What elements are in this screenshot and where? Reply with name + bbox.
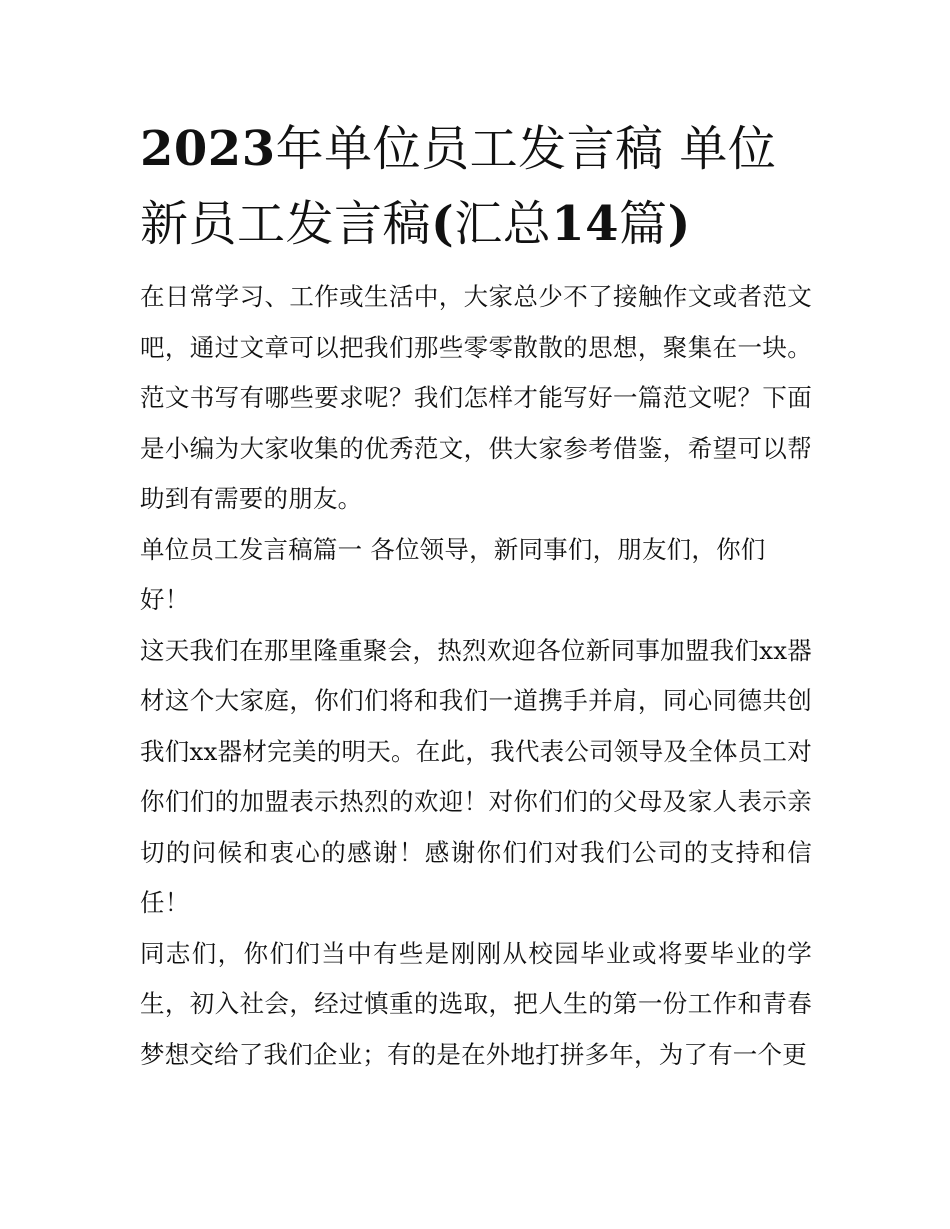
title-line1-text: 年单位员工发言稿 单位	[275, 121, 777, 177]
paragraph-greeting: 单位员工发言稿篇一 各位领导，新同事们，朋友们，你们	[140, 534, 766, 564]
title-count: 14	[551, 196, 620, 252]
paragraph-greeting-end: 好！	[140, 585, 190, 614]
title-summary-text: 汇总	[454, 196, 552, 252]
paragraph-comrades: 同志们，你们们当中有些是刚刚从校园毕业或将要毕业的学生，初入社会，经过慎重的选取，把人生的第一份工作和青春梦想交给了我们企业；有的是在外地打拼多年，为了有一个更	[140, 938, 812, 1069]
title-paren-close: )	[667, 196, 691, 252]
document-title	[140, 112, 812, 262]
paragraph-intro: 在日常学习、工作或生活中，大家总少不了接触作文或者范文吧，通过文章可以把我们那些零零散散的思想，聚集在一块。范文书写有哪些要求呢？我们怎样才能写好一篇范文呢？下面是小编为大家收集的优秀范文，供大家参考借鉴，希望可以帮助到有需要的朋友。	[140, 282, 812, 513]
title-paren-open: (	[431, 196, 455, 252]
title-year: 2023	[140, 121, 276, 177]
title-unit-text: 篇	[619, 196, 668, 252]
title-line2-text: 新员工发言稿	[140, 196, 432, 252]
document-page	[140, 112, 812, 1080]
paragraph-welcome: 这天我们在那里隆重聚会，热烈欢迎各位新同事加盟我们xx器材这个大家庭，你们们将和我们一道携手并肩，同心同德共创我们xx器材完美的明天。在此，我代表公司领导及全体员工对你们们的加盟表示热烈的欢迎！对你们们的父母及家人表示亲切的问候和衷心的感谢！感谢你们们对我们公司的支持和信任！	[140, 635, 812, 917]
